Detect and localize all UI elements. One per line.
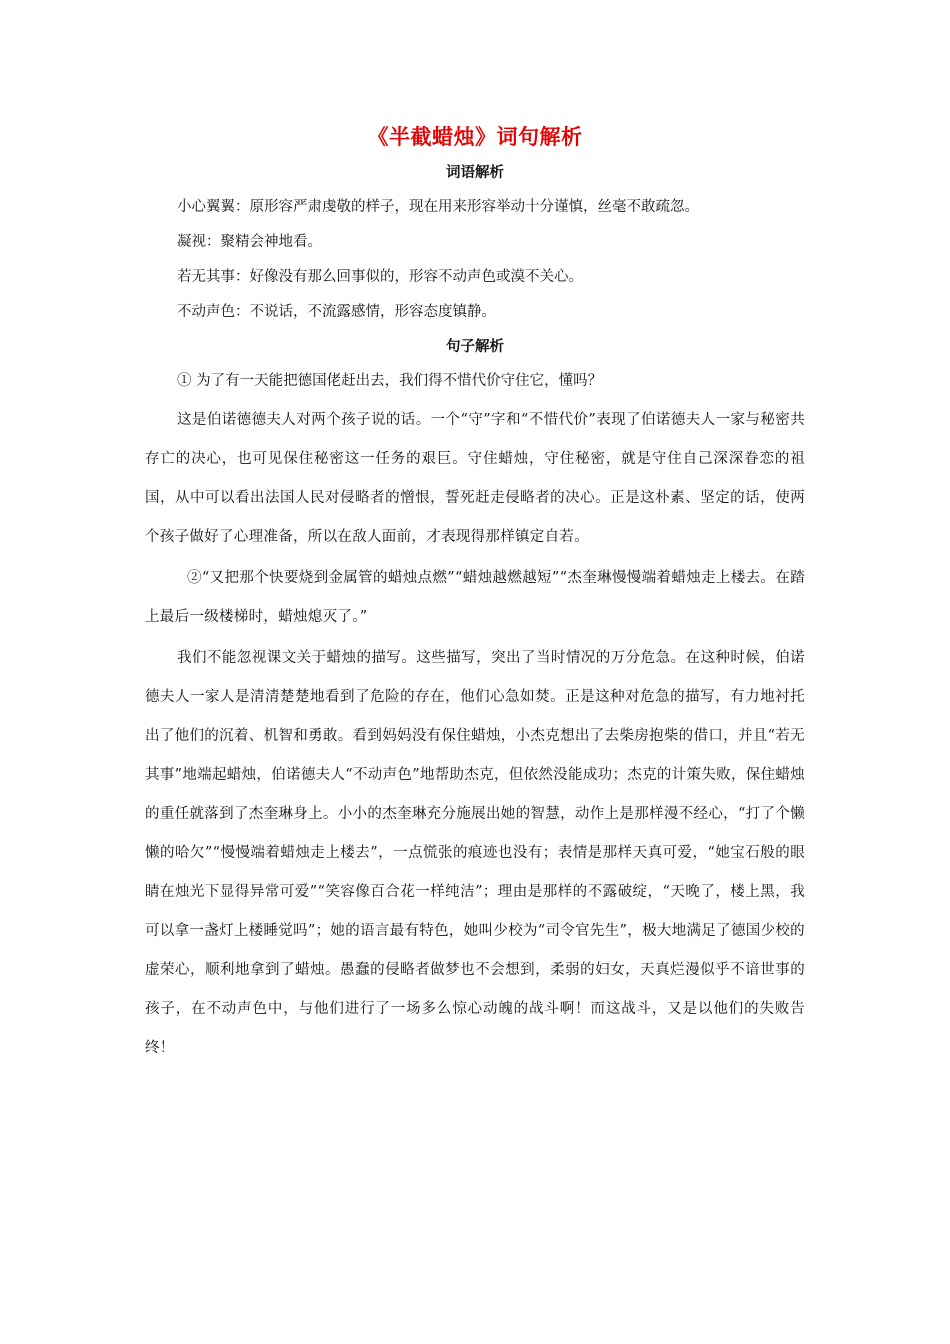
vocab-item: 不动声色：不说话，不流露感情，形容态度镇静。 bbox=[177, 304, 496, 320]
vocab-item: 若无其事：好像没有那么回事似的，形容不动声色或漠不关心。 bbox=[177, 269, 583, 285]
vocab-section-heading: 词语解析 bbox=[446, 165, 504, 181]
document-title: 《半截蜡烛》词句解析 bbox=[367, 125, 583, 149]
sentence-section-heading: 句子解析 bbox=[446, 339, 504, 355]
sentence-analysis-1: 这是伯诺德德夫人对两个孩子说的话。一个“守”字和“不惜代价”表现了伯诺德夫人一家与秘密共存亡的决心，也可见保住秘密这一任务的艰巨。守住蜡烛，守住秘密，就是守住自己深深眷恋的祖国，从中可以看出法国人民对侵略者的憎恨，誓死赶走侵略者的决心。正是这朴素、坚定的话，使两个孩子做好了心理准备，所以在敌人面前，才表现得那样镇定自若。 bbox=[145, 412, 805, 545]
sentence-quote-2: ②“又把那个快要烧到金属管的蜡烛点燃”“蜡烛越燃越短”“杰奎琳慢慢端着蜡烛走上楼去。在踏上最后一级楼梯时，蜡烛熄灭了。” bbox=[145, 570, 805, 625]
document-page bbox=[145, 118, 805, 1068]
vocab-item: 凝视：聚精会神地看。 bbox=[177, 234, 322, 250]
sentence-quote-1: ① 为了有一天能把德国佬赶出去，我们得不惜代价守住它，懂吗？ bbox=[177, 373, 603, 389]
vocab-item: 小心翼翼：原形容严肃虔敬的样子，现在用来形容举动十分谨慎，丝毫不敢疏忽。 bbox=[177, 199, 699, 215]
sentence-analysis-2: 我们不能忽视课文关于蜡烛的描写。这些描写，突出了当时情况的万分危急。在这种时候，伯诺德夫人一家人是清清楚楚地看到了危险的存在，他们心急如焚。正是这种对危急的描写，有力地衬托出了他们的沉着、机智和勇敢。看到妈妈没有保住蜡烛，小杰克想出了去柴房抱柴的借口，并且“若无其事”地端起蜡烛，伯诺德夫人“不动声色”地帮助杰克，但依然没能成功；杰克的计策失败，保住蜡烛的重任就落到了杰奎琳身上。小小的杰奎琳充分施展出她的智慧，动作上是那样漫不经心，“打了个懒懒的哈欠”“慢慢端着蜡烛走上楼去”，一点慌张的痕迹也没有；表情是那样天真可爱，“她宝石般的眼睛在烛光下显得异常可爱”“笑容像百合花一样纯洁”；理由是那样的不露破绽，“天晚了，楼上黑，我可以拿一盏灯上楼睡觉吗”；她的语言最有特色，她叫少校为“司令官先生”，极大地满足了德国少校的虚荣心，顺利地拿到了蜡烛。愚蠢的侵略者做梦也不会想到，柔弱的妇女，天真烂漫似乎不谙世事的孩子，在不动声色中，与他们进行了一场多么惊心动魄的战斗啊！而这战斗，又是以他们的失败告终！ bbox=[145, 650, 805, 1056]
